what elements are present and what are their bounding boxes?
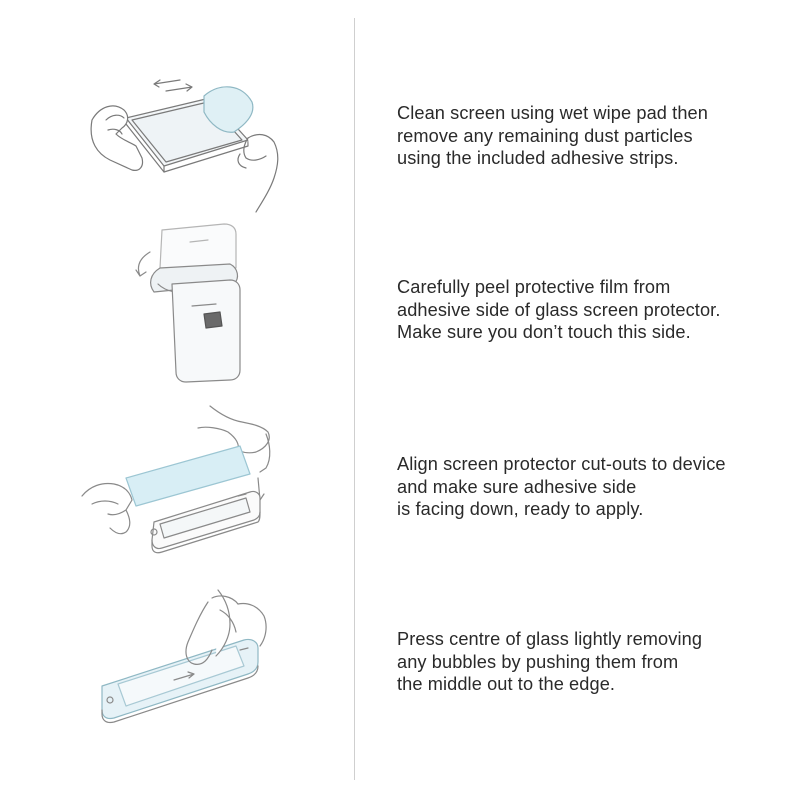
step-3-instructions [397, 453, 777, 521]
press-glass-illustration [70, 580, 290, 750]
step-3-line-1: Align screen protector cut-outs to device [397, 454, 726, 474]
step-1-line-3: using the included adhesive strips. [397, 148, 679, 168]
column-divider [354, 18, 355, 780]
step-2-instructions [397, 276, 777, 344]
step-1-line-2: remove any remaining dust particles [397, 125, 693, 146]
step-1-line-1: Clean screen using wet wipe pad then [397, 103, 708, 123]
step-4-line-1: Press centre of glass lightly removing [397, 629, 703, 649]
step-1-instructions [397, 102, 777, 170]
step-2-line-1: Carefully peel protective film from [397, 277, 671, 297]
step-4-instructions [397, 628, 777, 696]
clean-screen-illustration [70, 62, 290, 232]
step-3-line-2: and make sure adhesive side [397, 476, 637, 497]
step-4-line-3: the middle out to the edge. [397, 674, 616, 694]
step-3-line-3: is facing down, ready to apply. [397, 499, 644, 519]
step-2-line-2: adhesive side of glass screen protector. [397, 299, 721, 320]
step-2-line-3: Make sure you don’t touch this side. [397, 322, 691, 342]
peel-film-illustration [70, 222, 290, 392]
step-4-line-2: any bubbles by pushing them from [397, 651, 679, 672]
align-protector-illustration [70, 400, 290, 570]
